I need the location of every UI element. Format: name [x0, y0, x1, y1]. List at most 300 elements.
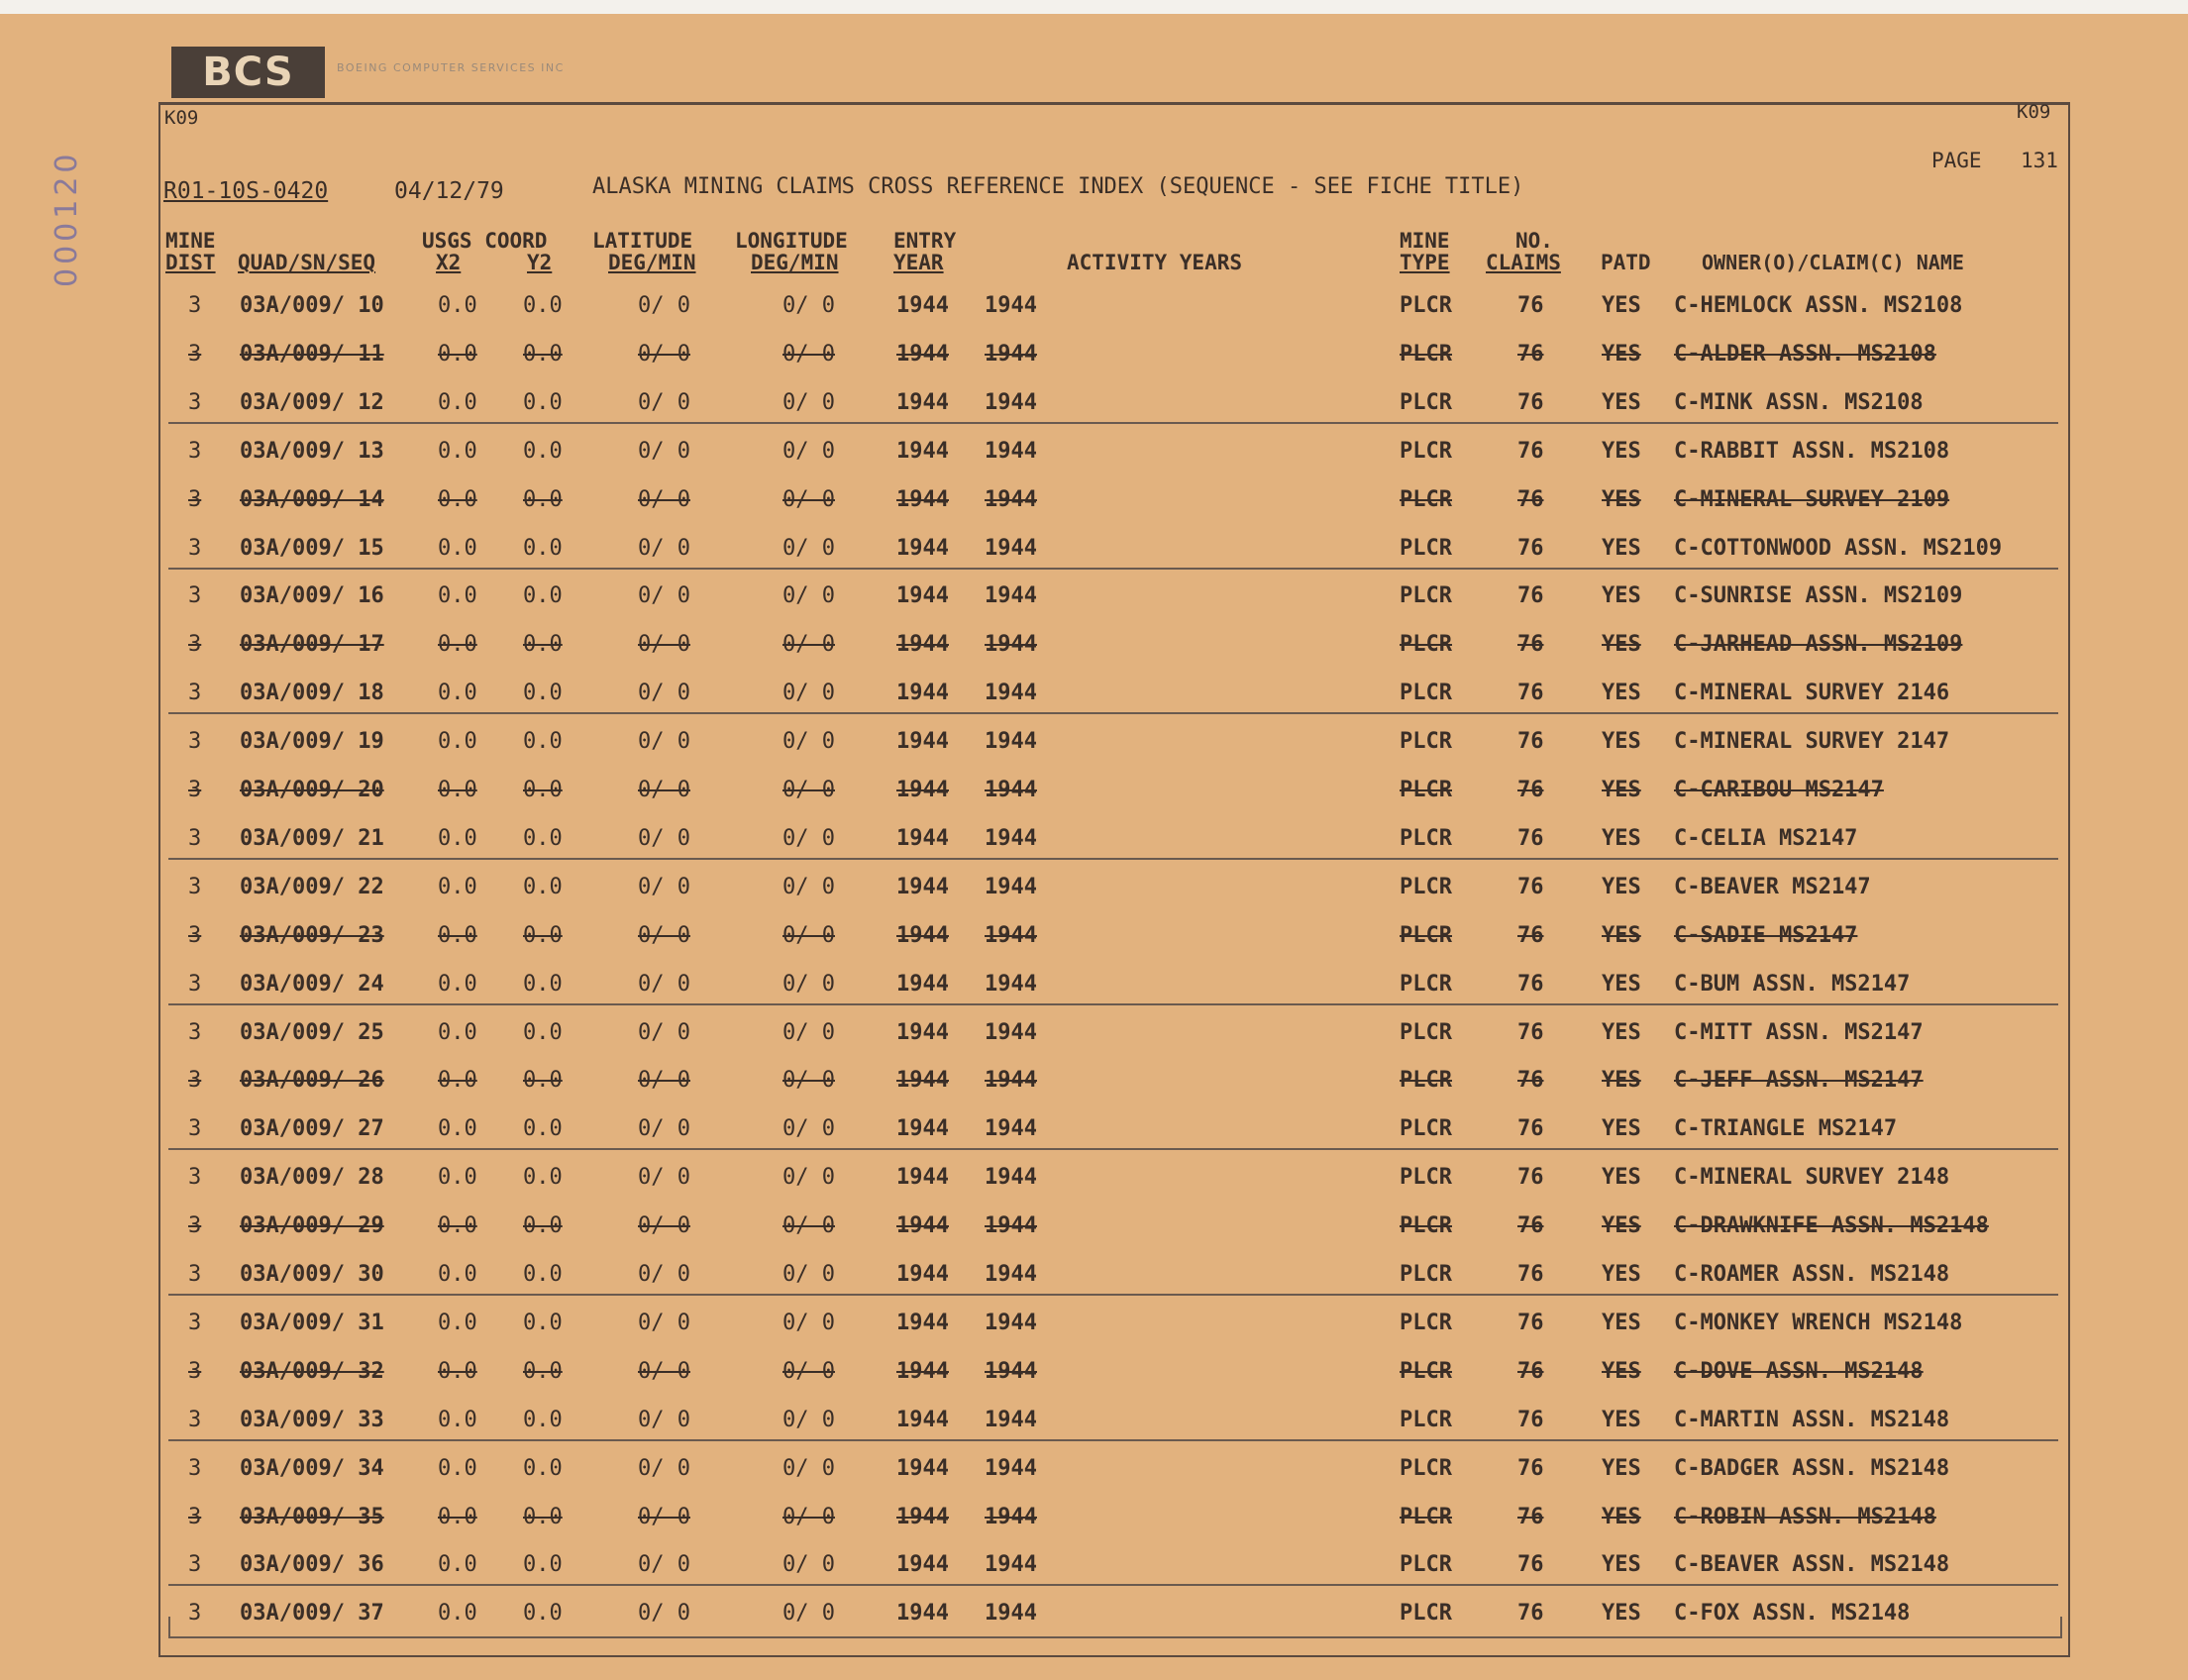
owner-claim-cell: C-TRIANGLE MS2147 — [1674, 1116, 1898, 1141]
y2-cell: 0.0 — [523, 1262, 563, 1287]
activity-year-cell: 1944 — [985, 390, 1037, 415]
mine-dist-cell: 3 — [188, 826, 202, 851]
longitude-cell: 0/ 0 — [782, 1359, 835, 1384]
activity-year-cell: 1944 — [985, 439, 1037, 464]
latitude-cell: 0/ 0 — [638, 632, 690, 657]
no-claims-cell: 76 — [1517, 1213, 1544, 1238]
patd-cell: YES — [1602, 583, 1641, 608]
row-separator-line — [168, 712, 2058, 714]
y2-cell: 0.0 — [523, 536, 563, 561]
y2-cell: 0.0 — [523, 293, 563, 318]
patd-cell: YES — [1602, 1359, 1641, 1384]
owner-claim-cell: C-BEAVER ASSN. MS2148 — [1674, 1552, 1950, 1577]
mine-dist-cell: 3 — [188, 923, 202, 948]
x2-cell: 0.0 — [438, 1116, 477, 1141]
mine-type-cell: PLCR — [1400, 1213, 1452, 1238]
mine-type-cell: PLCR — [1400, 1262, 1452, 1287]
longitude-cell: 0/ 0 — [782, 1456, 835, 1481]
latitude-cell: 0/ 0 — [638, 1213, 690, 1238]
activity-year-cell: 1944 — [985, 487, 1037, 512]
no-claims-cell: 76 — [1517, 439, 1544, 464]
longitude-cell: 0/ 0 — [782, 390, 835, 415]
quad-sn-seq-cell: 03A/009/ 28 — [240, 1165, 384, 1190]
activity-year-cell: 1944 — [985, 875, 1037, 899]
report-title: ALASKA MINING CLAIMS CROSS REFERENCE INDEX (SEQUENCE - SEE FICHE TITLE) — [592, 174, 1524, 199]
mine-type-cell: PLCR — [1400, 729, 1452, 754]
mine-dist-cell: 3 — [188, 1262, 202, 1287]
report-date: 04/12/79 — [394, 178, 504, 204]
owner-claim-cell: C-ALDER ASSN. MS2108 — [1674, 342, 1936, 367]
x2-cell: 0.0 — [438, 826, 477, 851]
patd-cell: YES — [1602, 342, 1641, 367]
latitude-cell: 0/ 0 — [638, 1552, 690, 1577]
quad-sn-seq-cell: 03A/009/ 13 — [240, 439, 384, 464]
owner-claim-cell: C-MARTIN ASSN. MS2148 — [1674, 1408, 1950, 1432]
longitude-cell: 0/ 0 — [782, 583, 835, 608]
latitude-cell: 0/ 0 — [638, 1505, 690, 1529]
longitude-cell: 0/ 0 — [782, 439, 835, 464]
activity-year-cell: 1944 — [985, 1505, 1037, 1529]
latitude-cell: 0/ 0 — [638, 1456, 690, 1481]
quad-sn-seq-cell: 03A/009/ 26 — [240, 1068, 384, 1093]
activity-year-cell: 1944 — [985, 293, 1037, 318]
latitude-cell: 0/ 0 — [638, 1020, 690, 1045]
patd-cell: YES — [1602, 1552, 1641, 1577]
entry-year-cell: 1944 — [896, 1262, 949, 1287]
patd-cell: YES — [1602, 681, 1641, 705]
entry-year-cell: 1944 — [896, 1456, 949, 1481]
longitude-cell: 0/ 0 — [782, 1311, 835, 1335]
entry-year-cell: 1944 — [896, 1020, 949, 1045]
mine-dist-cell: 3 — [188, 487, 202, 512]
quad-sn-seq-cell: 03A/009/ 15 — [240, 536, 384, 561]
mine-dist-cell: 3 — [188, 583, 202, 608]
header-entry-2: YEAR — [893, 251, 944, 274]
header-activity-years: ACTIVITY YEARS — [1067, 251, 1243, 274]
activity-year-cell: 1944 — [985, 1165, 1037, 1190]
mine-type-cell: PLCR — [1400, 1359, 1452, 1384]
quad-sn-seq-cell: 03A/009/ 20 — [240, 778, 384, 802]
x2-cell: 0.0 — [438, 583, 477, 608]
mine-dist-cell: 3 — [188, 1068, 202, 1093]
owner-claim-cell: C-MONKEY WRENCH MS2148 — [1674, 1311, 1963, 1335]
longitude-cell: 0/ 0 — [782, 1068, 835, 1093]
patd-cell: YES — [1602, 1311, 1641, 1335]
paper-top-edge — [0, 0, 2188, 14]
header-no-claims-2: CLAIMS — [1486, 251, 1561, 274]
report-code-left: K09 — [164, 107, 199, 129]
header-mine-dist-1: MINE — [165, 229, 216, 253]
longitude-cell: 0/ 0 — [782, 1601, 835, 1626]
patd-cell: YES — [1602, 729, 1641, 754]
entry-year-cell: 1944 — [896, 487, 949, 512]
mine-type-cell: PLCR — [1400, 1552, 1452, 1577]
entry-year-cell: 1944 — [896, 1068, 949, 1093]
no-claims-cell: 76 — [1517, 1505, 1544, 1529]
no-claims-cell: 76 — [1517, 632, 1544, 657]
activity-year-cell: 1944 — [985, 681, 1037, 705]
owner-claim-cell: C-JARHEAD ASSN. MS2109 — [1674, 632, 1963, 657]
mine-type-cell: PLCR — [1400, 1601, 1452, 1626]
no-claims-cell: 76 — [1517, 390, 1544, 415]
mine-dist-cell: 3 — [188, 1359, 202, 1384]
mine-type-cell: PLCR — [1400, 487, 1452, 512]
row-separator-line — [168, 858, 2058, 860]
longitude-cell: 0/ 0 — [782, 1165, 835, 1190]
y2-cell: 0.0 — [523, 875, 563, 899]
mine-dist-cell: 3 — [188, 632, 202, 657]
activity-year-cell: 1944 — [985, 1456, 1037, 1481]
longitude-cell: 0/ 0 — [782, 1213, 835, 1238]
latitude-cell: 0/ 0 — [638, 1116, 690, 1141]
owner-claim-cell: C-RABBIT ASSN. MS2108 — [1674, 439, 1950, 464]
y2-cell: 0.0 — [523, 583, 563, 608]
y2-cell: 0.0 — [523, 1456, 563, 1481]
activity-year-cell: 1944 — [985, 923, 1037, 948]
entry-year-cell: 1944 — [896, 729, 949, 754]
patd-cell: YES — [1602, 1116, 1641, 1141]
no-claims-cell: 76 — [1517, 1408, 1544, 1432]
no-claims-cell: 76 — [1517, 1068, 1544, 1093]
y2-cell: 0.0 — [523, 439, 563, 464]
x2-cell: 0.0 — [438, 1068, 477, 1093]
owner-claim-cell: C-BEAVER MS2147 — [1674, 875, 1871, 899]
patd-cell: YES — [1602, 293, 1641, 318]
mine-type-cell: PLCR — [1400, 1165, 1452, 1190]
side-stamp-number: 000120 — [50, 150, 84, 287]
x2-cell: 0.0 — [438, 390, 477, 415]
header-latitude-2: DEG/MIN — [608, 251, 696, 274]
mine-type-cell: PLCR — [1400, 390, 1452, 415]
quad-sn-seq-cell: 03A/009/ 12 — [240, 390, 384, 415]
longitude-cell: 0/ 0 — [782, 826, 835, 851]
latitude-cell: 0/ 0 — [638, 342, 690, 367]
owner-claim-cell: C-MINERAL SURVEY 2146 — [1674, 681, 1950, 705]
mine-type-cell: PLCR — [1400, 1505, 1452, 1529]
entry-year-cell: 1944 — [896, 1311, 949, 1335]
quad-sn-seq-cell: 03A/009/ 18 — [240, 681, 384, 705]
mine-type-cell: PLCR — [1400, 1068, 1452, 1093]
mine-type-cell: PLCR — [1400, 1020, 1452, 1045]
no-claims-cell: 76 — [1517, 1165, 1544, 1190]
header-longitude-2: DEG/MIN — [751, 251, 839, 274]
x2-cell: 0.0 — [438, 1505, 477, 1529]
entry-year-cell: 1944 — [896, 1408, 949, 1432]
header-entry-1: ENTRY — [893, 229, 957, 253]
y2-cell: 0.0 — [523, 1552, 563, 1577]
latitude-cell: 0/ 0 — [638, 1408, 690, 1432]
y2-cell: 0.0 — [523, 1601, 563, 1626]
patd-cell: YES — [1602, 1505, 1641, 1529]
row-separator-line — [168, 1148, 2058, 1150]
activity-year-cell: 1944 — [985, 1213, 1037, 1238]
owner-claim-cell: C-ROBIN ASSN. MS2148 — [1674, 1505, 1936, 1529]
latitude-cell: 0/ 0 — [638, 1601, 690, 1626]
mine-type-cell: PLCR — [1400, 342, 1452, 367]
activity-year-cell: 1944 — [985, 536, 1037, 561]
row-separator-line — [168, 1584, 2058, 1586]
y2-cell: 0.0 — [523, 826, 563, 851]
owner-claim-cell: C-CELIA MS2147 — [1674, 826, 1858, 851]
latitude-cell: 0/ 0 — [638, 439, 690, 464]
y2-cell: 0.0 — [523, 632, 563, 657]
page-label: PAGE — [1931, 149, 1982, 172]
logo-subtitle: BOEING COMPUTER SERVICES INC — [337, 61, 565, 74]
longitude-cell: 0/ 0 — [782, 536, 835, 561]
y2-cell: 0.0 — [523, 1165, 563, 1190]
x2-cell: 0.0 — [438, 1262, 477, 1287]
owner-claim-cell: C-DOVE ASSN. MS2148 — [1674, 1359, 1924, 1384]
activity-year-cell: 1944 — [985, 778, 1037, 802]
activity-year-cell: 1944 — [985, 1262, 1037, 1287]
x2-cell: 0.0 — [438, 1552, 477, 1577]
x2-cell: 0.0 — [438, 536, 477, 561]
quad-sn-seq-cell: 03A/009/ 22 — [240, 875, 384, 899]
patd-cell: YES — [1602, 1601, 1641, 1626]
entry-year-cell: 1944 — [896, 972, 949, 997]
quad-sn-seq-cell: 03A/009/ 23 — [240, 923, 384, 948]
x2-cell: 0.0 — [438, 681, 477, 705]
header-patd: PATD — [1601, 251, 1651, 274]
mine-type-cell: PLCR — [1400, 536, 1452, 561]
row-separator-line — [168, 1294, 2058, 1296]
mine-type-cell: PLCR — [1400, 583, 1452, 608]
longitude-cell: 0/ 0 — [782, 1552, 835, 1577]
entry-year-cell: 1944 — [896, 390, 949, 415]
activity-year-cell: 1944 — [985, 1359, 1037, 1384]
report-code-right: K09 — [2017, 101, 2051, 123]
mine-type-cell: PLCR — [1400, 439, 1452, 464]
mine-dist-cell: 3 — [188, 729, 202, 754]
header-usgs-coord: USGS COORD — [422, 229, 548, 253]
longitude-cell: 0/ 0 — [782, 1262, 835, 1287]
mine-dist-cell: 3 — [188, 390, 202, 415]
no-claims-cell: 76 — [1517, 1601, 1544, 1626]
patd-cell: YES — [1602, 778, 1641, 802]
activity-year-cell: 1944 — [985, 1601, 1037, 1626]
mine-dist-cell: 3 — [188, 1601, 202, 1626]
longitude-cell: 0/ 0 — [782, 632, 835, 657]
quad-sn-seq-cell: 03A/009/ 30 — [240, 1262, 384, 1287]
mine-dist-cell: 3 — [188, 875, 202, 899]
mine-type-cell: PLCR — [1400, 1456, 1452, 1481]
mine-type-cell: PLCR — [1400, 293, 1452, 318]
no-claims-cell: 76 — [1517, 342, 1544, 367]
patd-cell: YES — [1602, 1262, 1641, 1287]
row-separator-line — [168, 568, 2058, 570]
quad-sn-seq-cell: 03A/009/ 36 — [240, 1552, 384, 1577]
entry-year-cell: 1944 — [896, 923, 949, 948]
no-claims-cell: 76 — [1517, 875, 1544, 899]
entry-year-cell: 1944 — [896, 1116, 949, 1141]
no-claims-cell: 76 — [1517, 972, 1544, 997]
mine-dist-cell: 3 — [188, 1552, 202, 1577]
x2-cell: 0.0 — [438, 293, 477, 318]
quad-sn-seq-cell: 03A/009/ 35 — [240, 1505, 384, 1529]
no-claims-cell: 76 — [1517, 583, 1544, 608]
mine-dist-cell: 3 — [188, 681, 202, 705]
x2-cell: 0.0 — [438, 1408, 477, 1432]
x2-cell: 0.0 — [438, 875, 477, 899]
latitude-cell: 0/ 0 — [638, 1068, 690, 1093]
latitude-cell: 0/ 0 — [638, 923, 690, 948]
mine-dist-cell: 3 — [188, 1213, 202, 1238]
mine-dist-cell: 3 — [188, 293, 202, 318]
no-claims-cell: 76 — [1517, 778, 1544, 802]
longitude-cell: 0/ 0 — [782, 923, 835, 948]
entry-year-cell: 1944 — [896, 875, 949, 899]
x2-cell: 0.0 — [438, 729, 477, 754]
owner-claim-cell: C-BUM ASSN. MS2147 — [1674, 972, 1911, 997]
y2-cell: 0.0 — [523, 1213, 563, 1238]
mine-type-cell: PLCR — [1400, 681, 1452, 705]
no-claims-cell: 76 — [1517, 681, 1544, 705]
latitude-cell: 0/ 0 — [638, 875, 690, 899]
owner-claim-cell: C-BADGER ASSN. MS2148 — [1674, 1456, 1950, 1481]
longitude-cell: 0/ 0 — [782, 778, 835, 802]
patd-cell: YES — [1602, 632, 1641, 657]
row-separator-line — [168, 422, 2058, 424]
entry-year-cell: 1944 — [896, 342, 949, 367]
quad-sn-seq-cell: 03A/009/ 19 — [240, 729, 384, 754]
longitude-cell: 0/ 0 — [782, 1408, 835, 1432]
entry-year-cell: 1944 — [896, 536, 949, 561]
entry-year-cell: 1944 — [896, 293, 949, 318]
x2-cell: 0.0 — [438, 439, 477, 464]
bcs-logo: BCS — [171, 47, 325, 98]
mine-type-cell: PLCR — [1400, 923, 1452, 948]
owner-claim-cell: C-DRAWKNIFE ASSN. MS2148 — [1674, 1213, 1989, 1238]
latitude-cell: 0/ 0 — [638, 1359, 690, 1384]
quad-sn-seq-cell: 03A/009/ 33 — [240, 1408, 384, 1432]
activity-year-cell: 1944 — [985, 826, 1037, 851]
no-claims-cell: 76 — [1517, 1116, 1544, 1141]
mine-dist-cell: 3 — [188, 536, 202, 561]
quad-sn-seq-cell: 03A/009/ 16 — [240, 583, 384, 608]
owner-claim-cell: C-MINERAL SURVEY 2109 — [1674, 487, 1950, 512]
mine-dist-cell: 3 — [188, 1408, 202, 1432]
mine-dist-cell: 3 — [188, 1116, 202, 1141]
header-quad: QUAD/SN/SEQ — [238, 251, 376, 274]
quad-sn-seq-cell: 03A/009/ 10 — [240, 293, 384, 318]
quad-sn-seq-cell: 03A/009/ 25 — [240, 1020, 384, 1045]
row-separator-line — [168, 1439, 2058, 1441]
owner-claim-cell: C-MINK ASSN. MS2108 — [1674, 390, 1924, 415]
latitude-cell: 0/ 0 — [638, 390, 690, 415]
header-y2: Y2 — [527, 251, 553, 274]
entry-year-cell: 1944 — [896, 583, 949, 608]
owner-claim-cell: C-FOX ASSN. MS2148 — [1674, 1601, 1911, 1626]
latitude-cell: 0/ 0 — [638, 1165, 690, 1190]
latitude-cell: 0/ 0 — [638, 826, 690, 851]
no-claims-cell: 76 — [1517, 1359, 1544, 1384]
mine-type-cell: PLCR — [1400, 1116, 1452, 1141]
header-mine-type-1: MINE — [1400, 229, 1450, 253]
entry-year-cell: 1944 — [896, 1552, 949, 1577]
header-mine-type-2: TYPE — [1400, 251, 1450, 274]
patd-cell: YES — [1602, 875, 1641, 899]
quad-sn-seq-cell: 03A/009/ 27 — [240, 1116, 384, 1141]
entry-year-cell: 1944 — [896, 826, 949, 851]
quad-sn-seq-cell: 03A/009/ 31 — [240, 1311, 384, 1335]
y2-cell: 0.0 — [523, 681, 563, 705]
y2-cell: 0.0 — [523, 1408, 563, 1432]
y2-cell: 0.0 — [523, 972, 563, 997]
no-claims-cell: 76 — [1517, 1262, 1544, 1287]
no-claims-cell: 76 — [1517, 1020, 1544, 1045]
y2-cell: 0.0 — [523, 390, 563, 415]
entry-year-cell: 1944 — [896, 1213, 949, 1238]
mine-type-cell: PLCR — [1400, 1311, 1452, 1335]
entry-year-cell: 1944 — [896, 439, 949, 464]
y2-cell: 0.0 — [523, 1068, 563, 1093]
patd-cell: YES — [1602, 1165, 1641, 1190]
entry-year-cell: 1944 — [896, 1601, 949, 1626]
longitude-cell: 0/ 0 — [782, 1020, 835, 1045]
header-longitude-1: LONGITUDE — [735, 229, 848, 253]
mine-type-cell: PLCR — [1400, 826, 1452, 851]
x2-cell: 0.0 — [438, 632, 477, 657]
x2-cell: 0.0 — [438, 1311, 477, 1335]
activity-year-cell: 1944 — [985, 729, 1037, 754]
y2-cell: 0.0 — [523, 1020, 563, 1045]
y2-cell: 0.0 — [523, 729, 563, 754]
x2-cell: 0.0 — [438, 1456, 477, 1481]
latitude-cell: 0/ 0 — [638, 729, 690, 754]
owner-claim-cell: C-SADIE MS2147 — [1674, 923, 1858, 948]
x2-cell: 0.0 — [438, 1213, 477, 1238]
no-claims-cell: 76 — [1517, 1552, 1544, 1577]
mine-type-cell: PLCR — [1400, 875, 1452, 899]
activity-year-cell: 1944 — [985, 1020, 1037, 1045]
latitude-cell: 0/ 0 — [638, 681, 690, 705]
mine-dist-cell: 3 — [188, 778, 202, 802]
entry-year-cell: 1944 — [896, 632, 949, 657]
page-number: 131 — [2021, 149, 2058, 172]
latitude-cell: 0/ 0 — [638, 1311, 690, 1335]
latitude-cell: 0/ 0 — [638, 778, 690, 802]
x2-cell: 0.0 — [438, 1020, 477, 1045]
quad-sn-seq-cell: 03A/009/ 14 — [240, 487, 384, 512]
x2-cell: 0.0 — [438, 1601, 477, 1626]
longitude-cell: 0/ 0 — [782, 487, 835, 512]
y2-cell: 0.0 — [523, 342, 563, 367]
no-claims-cell: 76 — [1517, 923, 1544, 948]
owner-claim-cell: C-CARIBOU MS2147 — [1674, 778, 1884, 802]
latitude-cell: 0/ 0 — [638, 972, 690, 997]
longitude-cell: 0/ 0 — [782, 1505, 835, 1529]
quad-sn-seq-cell: 03A/009/ 34 — [240, 1456, 384, 1481]
x2-cell: 0.0 — [438, 1359, 477, 1384]
activity-year-cell: 1944 — [985, 632, 1037, 657]
mine-type-cell: PLCR — [1400, 972, 1452, 997]
x2-cell: 0.0 — [438, 342, 477, 367]
mine-dist-cell: 3 — [188, 1165, 202, 1190]
no-claims-cell: 76 — [1517, 487, 1544, 512]
longitude-cell: 0/ 0 — [782, 729, 835, 754]
patd-cell: YES — [1602, 1068, 1641, 1093]
quad-sn-seq-cell: 03A/009/ 29 — [240, 1213, 384, 1238]
entry-year-cell: 1944 — [896, 1165, 949, 1190]
patd-cell: YES — [1602, 1020, 1641, 1045]
owner-claim-cell: C-MINERAL SURVEY 2148 — [1674, 1165, 1950, 1190]
mine-dist-cell: 3 — [188, 972, 202, 997]
mine-dist-cell: 3 — [188, 1505, 202, 1529]
no-claims-cell: 76 — [1517, 1456, 1544, 1481]
no-claims-cell: 76 — [1517, 1311, 1544, 1335]
quad-sn-seq-cell: 03A/009/ 32 — [240, 1359, 384, 1384]
activity-year-cell: 1944 — [985, 1408, 1037, 1432]
